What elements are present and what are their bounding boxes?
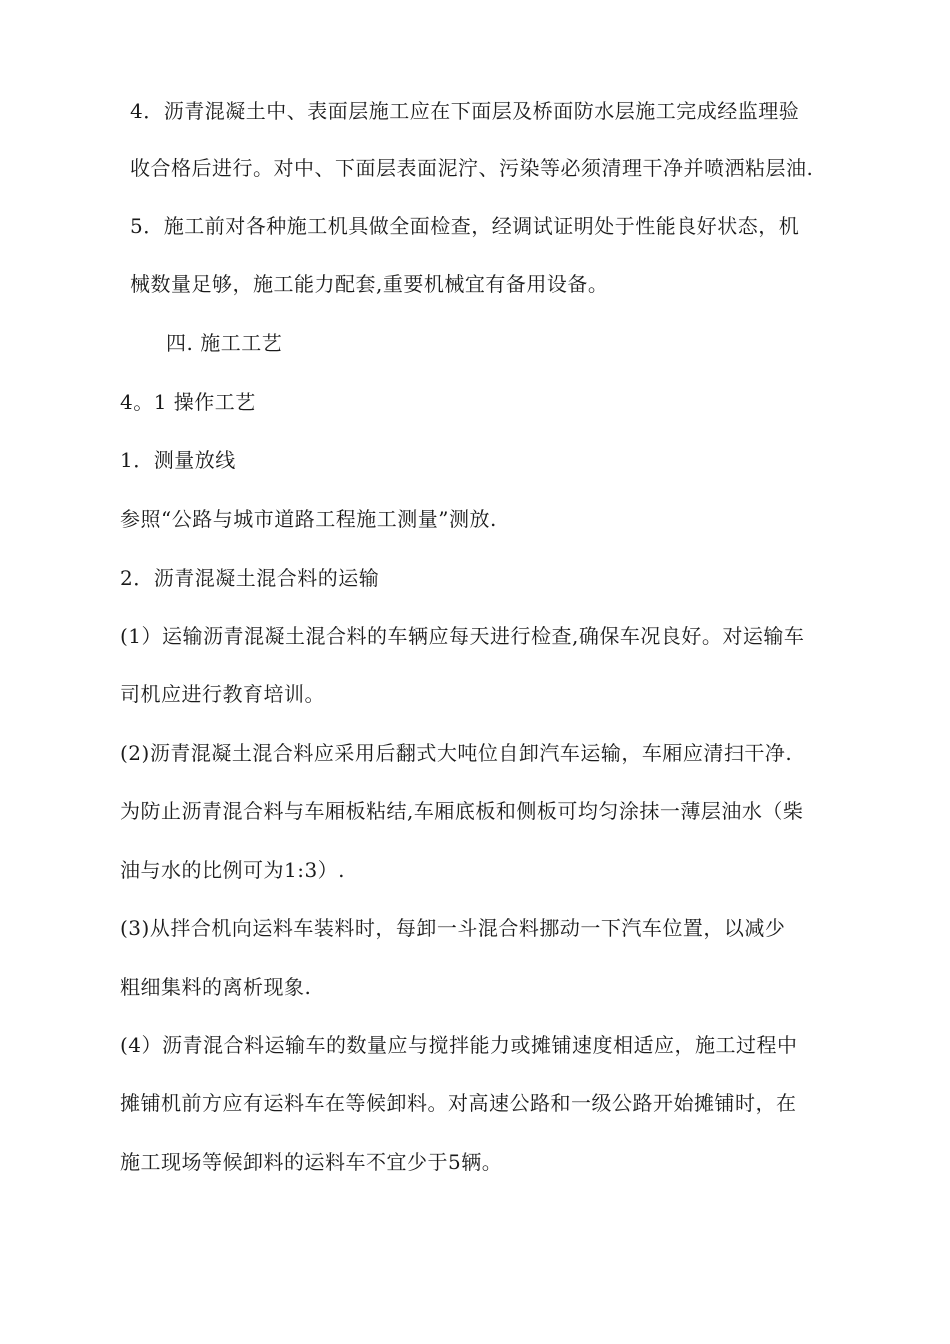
para-4-line-2: 摊铺机前方应有运料车在等候卸料。对高速公路和一级公路开始摊铺时，在 — [120, 1091, 797, 1115]
para-1-line-2: 司机应进行教育培训。 — [120, 682, 325, 706]
item-5-line-1: 5．施工前对各种施工机具做全面检查，经调试证明处于性能良好状态，机 — [130, 214, 800, 238]
para-2-line-1: (2)沥青混凝土混合料应采用后翻式大吨位自卸汽车运输，车厢应清扫干净. — [120, 741, 793, 765]
section-heading: 四. 施工工艺 — [166, 331, 283, 355]
para-3-line-2: 粗细集料的离析现象. — [120, 975, 312, 999]
item-4-line-1: 4．沥青混凝土中、表面层施工应在下面层及桥面防水层施工完成经监理验 — [130, 99, 800, 123]
step-1-text: 参照“公路与城市道路工程施工测量”测放. — [120, 507, 497, 531]
para-2-line-3: 油与水的比例可为1:3）. — [120, 858, 346, 882]
para-4-line-1: (4）沥青混合料运输车的数量应与搅拌能力或摊铺速度相适应，施工过程中 — [120, 1033, 798, 1057]
para-3-line-1: (3)从拌合机向运料车装料时，每卸一斗混合料挪动一下汽车位置，以减少 — [120, 916, 786, 940]
item-4-line-2: 收合格后进行。对中、下面层表面泥泞、污染等必须清理干净并喷洒粘层油. — [130, 156, 814, 180]
subsection-heading: 4。1 操作工艺 — [120, 390, 256, 414]
para-1-line-1: (1）运输沥青混凝土混合料的车辆应每天进行检查,确保车况良好。对运输车 — [120, 624, 805, 648]
step-1-heading: 1．测量放线 — [120, 448, 236, 472]
para-4-line-3: 施工现场等候卸料的运料车不宜少于5辆。 — [120, 1150, 503, 1174]
item-5-line-2: 械数量足够，施工能力配套,重要机械宜有备用设备。 — [130, 272, 609, 296]
step-2-heading: 2．沥青混凝土混合料的运输 — [120, 566, 380, 590]
para-2-line-2: 为防止沥青混合料与车厢板粘结,车厢底板和侧板可均匀涂抹一薄层油水（柴 — [120, 799, 804, 823]
